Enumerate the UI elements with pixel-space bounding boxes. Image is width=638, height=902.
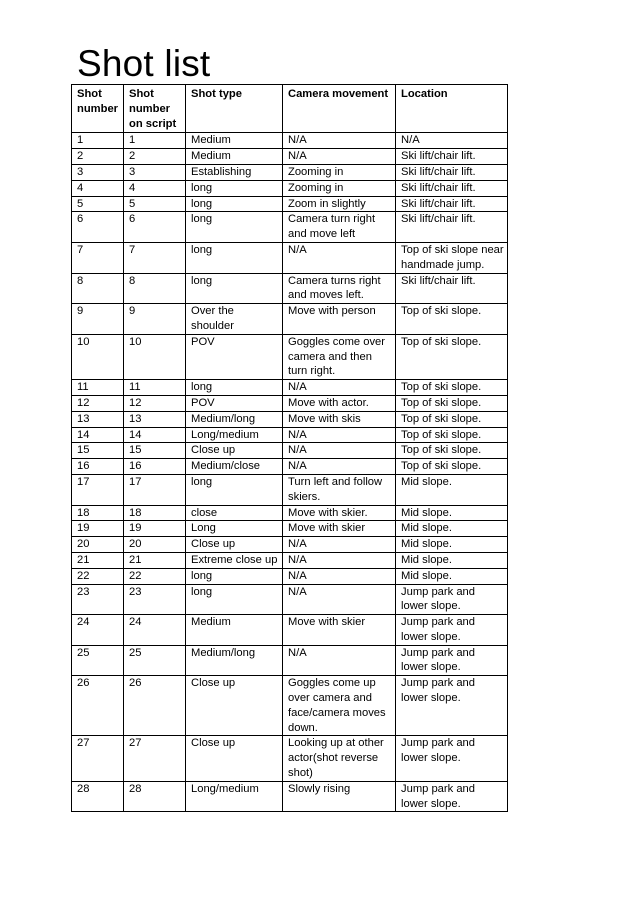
cell-shot-type: Medium/close (186, 459, 283, 475)
cell-shot-type: Over the shoulder (186, 304, 283, 335)
cell-location: Top of ski slope. (396, 380, 508, 396)
cell-shot-number: 21 (72, 552, 124, 568)
cell-shot-number: 28 (72, 781, 124, 812)
cell-camera-movement: Move with skier (283, 615, 396, 646)
cell-location: Jump park and lower slope. (396, 676, 508, 736)
cell-shot-number: 20 (72, 537, 124, 553)
cell-shot-number-on-script: 28 (124, 781, 186, 812)
cell-camera-movement: N/A (283, 149, 396, 165)
cell-shot-number-on-script: 14 (124, 427, 186, 443)
cell-camera-movement: N/A (283, 459, 396, 475)
header-shot-number: Shot number (72, 85, 124, 133)
cell-camera-movement: Camera turns right and moves left. (283, 273, 396, 304)
cell-shot-number-on-script: 26 (124, 676, 186, 736)
table-row (72, 443, 508, 459)
table-row (72, 474, 508, 505)
cell-shot-type: Medium/long (186, 411, 283, 427)
cell-shot-number-on-script: 17 (124, 474, 186, 505)
cell-camera-movement: Camera turn right and move left (283, 212, 396, 243)
table-row (72, 149, 508, 165)
cell-shot-type: Establishing (186, 164, 283, 180)
cell-location: Ski lift/chair lift. (396, 149, 508, 165)
cell-location: Mid slope. (396, 537, 508, 553)
cell-shot-number-on-script: 6 (124, 212, 186, 243)
cell-camera-movement: N/A (283, 427, 396, 443)
cell-shot-type: long (186, 180, 283, 196)
cell-location: Jump park and lower slope. (396, 615, 508, 646)
header-shot-number-on-script: Shot number on script (124, 85, 186, 133)
cell-shot-number-on-script: 2 (124, 149, 186, 165)
table-row (72, 676, 508, 736)
cell-location: Top of ski slope. (396, 395, 508, 411)
cell-location: Mid slope. (396, 505, 508, 521)
cell-shot-number-on-script: 9 (124, 304, 186, 335)
cell-location: Top of ski slope. (396, 411, 508, 427)
table-row (72, 537, 508, 553)
cell-location: Mid slope. (396, 521, 508, 537)
cell-location: N/A (396, 133, 508, 149)
cell-shot-type: Close up (186, 443, 283, 459)
cell-shot-type: POV (186, 334, 283, 379)
table-row (72, 552, 508, 568)
cell-shot-number: 12 (72, 395, 124, 411)
header-shot-type: Shot type (186, 85, 283, 133)
table-row (72, 584, 508, 615)
cell-shot-number-on-script: 22 (124, 568, 186, 584)
cell-shot-number: 3 (72, 164, 124, 180)
cell-camera-movement: Turn left and follow skiers. (283, 474, 396, 505)
cell-location: Ski lift/chair lift. (396, 164, 508, 180)
cell-location: Ski lift/chair lift. (396, 273, 508, 304)
cell-shot-number: 9 (72, 304, 124, 335)
table-row (72, 521, 508, 537)
table-body (72, 133, 508, 812)
cell-camera-movement: N/A (283, 242, 396, 273)
cell-shot-type: Medium (186, 615, 283, 646)
cell-shot-number: 18 (72, 505, 124, 521)
table-row (72, 781, 508, 812)
cell-shot-type: long (186, 474, 283, 505)
table-header-row (72, 85, 508, 133)
shot-list-table (71, 84, 508, 812)
cell-camera-movement: N/A (283, 380, 396, 396)
cell-camera-movement: Move with actor. (283, 395, 396, 411)
table-row (72, 212, 508, 243)
cell-location: Jump park and lower slope. (396, 645, 508, 676)
cell-shot-number: 5 (72, 196, 124, 212)
cell-location: Jump park and lower slope. (396, 781, 508, 812)
cell-shot-number-on-script: 11 (124, 380, 186, 396)
cell-shot-number: 19 (72, 521, 124, 537)
cell-shot-type: long (186, 380, 283, 396)
cell-shot-number-on-script: 3 (124, 164, 186, 180)
table-row (72, 180, 508, 196)
cell-camera-movement: N/A (283, 552, 396, 568)
cell-shot-number: 4 (72, 180, 124, 196)
cell-location: Top of ski slope. (396, 443, 508, 459)
cell-shot-number-on-script: 7 (124, 242, 186, 273)
cell-shot-type: long (186, 273, 283, 304)
cell-camera-movement: Slowly rising (283, 781, 396, 812)
cell-camera-movement: Zooming in (283, 180, 396, 196)
cell-location: Mid slope. (396, 568, 508, 584)
cell-camera-movement: Move with person (283, 304, 396, 335)
cell-location: Jump park and lower slope. (396, 584, 508, 615)
cell-camera-movement: Zooming in (283, 164, 396, 180)
cell-shot-type: Long/medium (186, 781, 283, 812)
cell-location: Top of ski slope. (396, 459, 508, 475)
cell-shot-number-on-script: 8 (124, 273, 186, 304)
page-title: Shot list (77, 43, 211, 84)
cell-shot-number: 14 (72, 427, 124, 443)
cell-shot-type: Close up (186, 537, 283, 553)
cell-shot-number: 7 (72, 242, 124, 273)
table-row (72, 133, 508, 149)
cell-shot-number: 17 (72, 474, 124, 505)
cell-shot-number: 6 (72, 212, 124, 243)
cell-location: Ski lift/chair lift. (396, 212, 508, 243)
cell-shot-number: 13 (72, 411, 124, 427)
table-row (72, 334, 508, 379)
table-row (72, 459, 508, 475)
cell-shot-type: Close up (186, 736, 283, 781)
cell-shot-number-on-script: 4 (124, 180, 186, 196)
cell-shot-number: 23 (72, 584, 124, 615)
cell-shot-number: 24 (72, 615, 124, 646)
cell-location: Top of ski slope. (396, 427, 508, 443)
cell-shot-number: 16 (72, 459, 124, 475)
cell-location: Top of ski slope. (396, 334, 508, 379)
cell-shot-type: close (186, 505, 283, 521)
cell-shot-number-on-script: 5 (124, 196, 186, 212)
cell-camera-movement: N/A (283, 443, 396, 459)
cell-camera-movement: N/A (283, 537, 396, 553)
cell-shot-number-on-script: 20 (124, 537, 186, 553)
cell-shot-number-on-script: 27 (124, 736, 186, 781)
cell-shot-type: Medium/long (186, 645, 283, 676)
cell-shot-type: long (186, 196, 283, 212)
cell-shot-number: 27 (72, 736, 124, 781)
cell-shot-number-on-script: 16 (124, 459, 186, 475)
cell-location: Jump park and lower slope. (396, 736, 508, 781)
table-row (72, 164, 508, 180)
cell-location: Top of ski slope. (396, 304, 508, 335)
cell-camera-movement: Move with skier. (283, 505, 396, 521)
cell-camera-movement: Looking up at other actor(shot reverse shot) (283, 736, 396, 781)
cell-camera-movement: N/A (283, 133, 396, 149)
cell-camera-movement: Move with skier (283, 521, 396, 537)
cell-shot-type: POV (186, 395, 283, 411)
cell-camera-movement: Move with skis (283, 411, 396, 427)
cell-shot-number: 15 (72, 443, 124, 459)
cell-location: Ski lift/chair lift. (396, 180, 508, 196)
cell-shot-number: 22 (72, 568, 124, 584)
cell-shot-number-on-script: 12 (124, 395, 186, 411)
table-row (72, 196, 508, 212)
table-row (72, 736, 508, 781)
cell-shot-number-on-script: 13 (124, 411, 186, 427)
cell-shot-number: 11 (72, 380, 124, 396)
cell-camera-movement: N/A (283, 568, 396, 584)
cell-shot-number: 2 (72, 149, 124, 165)
table-row (72, 242, 508, 273)
cell-shot-number-on-script: 15 (124, 443, 186, 459)
table-row (72, 304, 508, 335)
cell-shot-number-on-script: 10 (124, 334, 186, 379)
cell-shot-type: long (186, 242, 283, 273)
table-row (72, 427, 508, 443)
cell-shot-number-on-script: 18 (124, 505, 186, 521)
table-row (72, 380, 508, 396)
cell-shot-number-on-script: 1 (124, 133, 186, 149)
table-row (72, 273, 508, 304)
cell-location: Ski lift/chair lift. (396, 196, 508, 212)
cell-shot-type: long (186, 568, 283, 584)
table-row (72, 505, 508, 521)
cell-shot-type: long (186, 212, 283, 243)
cell-shot-type: Long (186, 521, 283, 537)
cell-shot-type: Medium (186, 149, 283, 165)
cell-camera-movement: Goggles come over camera and then turn right. (283, 334, 396, 379)
cell-shot-type: Extreme close up (186, 552, 283, 568)
cell-shot-type: Long/medium (186, 427, 283, 443)
cell-shot-type: long (186, 584, 283, 615)
cell-location: Mid slope. (396, 552, 508, 568)
header-camera-movement: Camera movement (283, 85, 396, 133)
cell-shot-number: 10 (72, 334, 124, 379)
cell-shot-number: 26 (72, 676, 124, 736)
cell-camera-movement: Goggles come up over camera and face/camera moves down. (283, 676, 396, 736)
cell-shot-number-on-script: 21 (124, 552, 186, 568)
cell-camera-movement: Zoom in slightly (283, 196, 396, 212)
cell-shot-type: Close up (186, 676, 283, 736)
cell-location: Top of ski slope near handmade jump. (396, 242, 508, 273)
cell-shot-number: 8 (72, 273, 124, 304)
cell-shot-number-on-script: 25 (124, 645, 186, 676)
table-row (72, 615, 508, 646)
table-row (72, 645, 508, 676)
table-row (72, 395, 508, 411)
cell-shot-type: Medium (186, 133, 283, 149)
table-row (72, 568, 508, 584)
cell-shot-number: 25 (72, 645, 124, 676)
cell-shot-number-on-script: 23 (124, 584, 186, 615)
cell-shot-number-on-script: 24 (124, 615, 186, 646)
table-row (72, 411, 508, 427)
cell-camera-movement: N/A (283, 584, 396, 615)
cell-shot-number-on-script: 19 (124, 521, 186, 537)
cell-shot-number: 1 (72, 133, 124, 149)
cell-location: Mid slope. (396, 474, 508, 505)
header-location: Location (396, 85, 508, 133)
cell-camera-movement: N/A (283, 645, 396, 676)
